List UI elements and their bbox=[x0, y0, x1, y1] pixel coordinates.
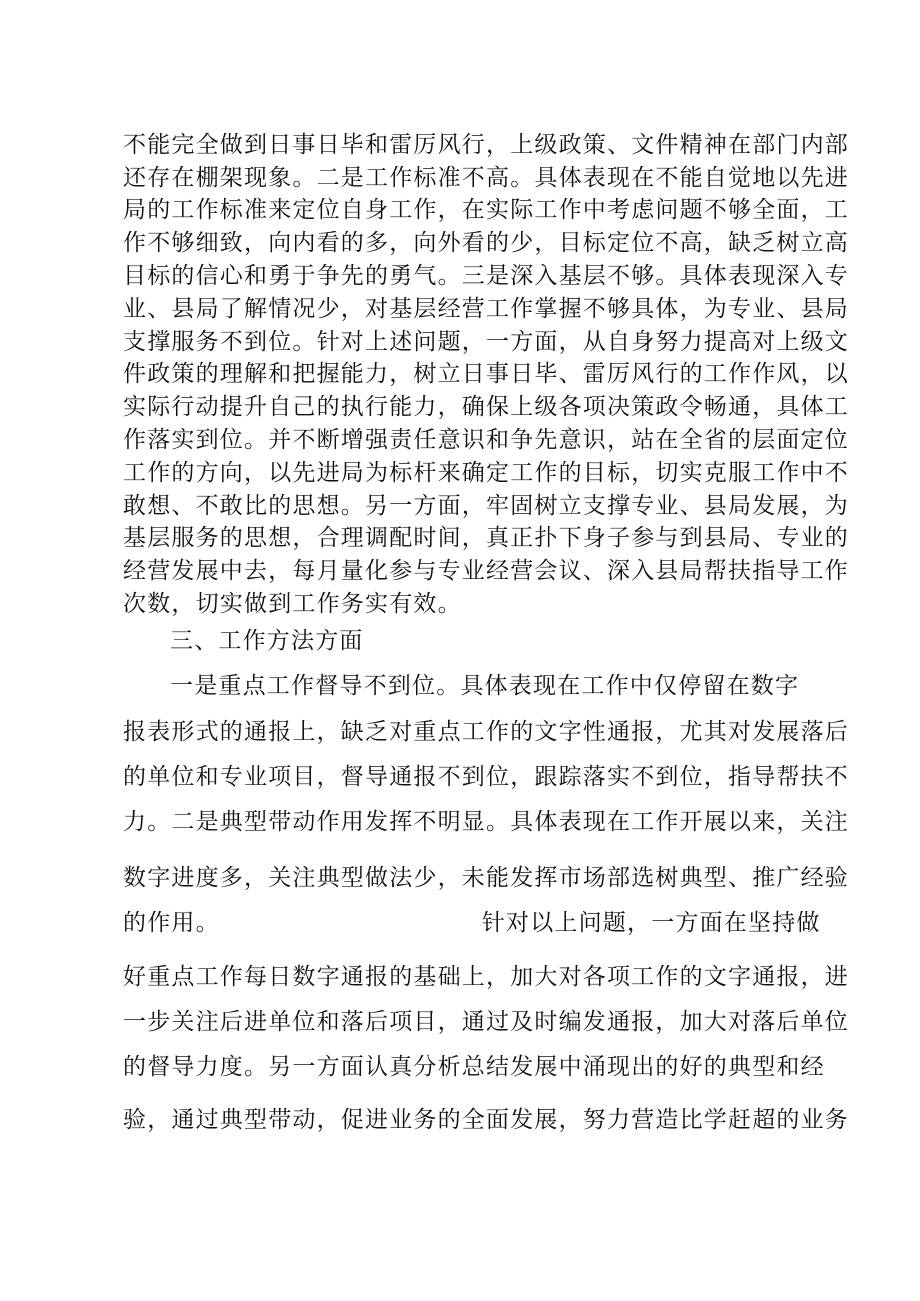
text-line: 目标的信心和勇于争先的勇气。三是深入基层不够。具体表现深入专 bbox=[123, 263, 849, 289]
text-line: 的单位和专业项目，督导通报不到位，跟踪落实不到位，指导帮扶不 bbox=[123, 764, 849, 790]
text-segment: 的作用。 bbox=[123, 910, 220, 936]
text-line: 一步关注后进单位和落后项目，通过及时编发通报，加大对落后单位 bbox=[123, 1009, 849, 1035]
text-line: 次数，切实做到工作务实有效。 bbox=[123, 591, 462, 617]
text-line: 报表形式的通报上，缺乏对重点工作的文字性通报，尤其对发展落后 bbox=[123, 719, 849, 745]
text-line: 作落实到位。并不断增强责任意识和争先意识，站在全省的层面定位 bbox=[123, 427, 849, 453]
text-line: 件政策的理解和把握能力，树立日事日毕、雷厉风行的工作作风，以 bbox=[123, 361, 849, 387]
text-line: 实际行动提升自己的执行能力，确保上级各项决策政令畅通，具体工 bbox=[123, 394, 849, 420]
text-line: 敢想、不敢比的思想。另一方面，牢固树立支撑专业、县局发展，为 bbox=[123, 493, 849, 519]
text-line bbox=[123, 908, 821, 938]
text-line: 工作的方向，以先进局为标杆来确定工作的目标，切实克服工作中不 bbox=[123, 460, 849, 486]
text-line: 局的工作标准来定位自身工作，在实际工作中考虑问题不够全面，工 bbox=[123, 197, 849, 223]
text-line: 经营发展中去，每月量化参与专业经营会议、深入县局帮扶指导工作 bbox=[123, 558, 849, 584]
text-line: 一是重点工作督导不到位。具体表现在工作中仅停留在数字 bbox=[170, 673, 800, 699]
text-line: 的督导力度。另一方面认真分析总结发展中涌现出的好的典型和经 bbox=[123, 1054, 825, 1080]
text-line: 不能完全做到日事日毕和雷厉风行，上级政策、文件精神在部门内部 bbox=[123, 132, 849, 158]
text-line: 验，通过典型带动，促进业务的全面发展，努力营造比学赶超的业务 bbox=[123, 1107, 849, 1133]
text-line: 力。二是典型带动作用发挥不明显。具体表现在工作开展以来，关注 bbox=[123, 809, 849, 835]
section-heading: 三、工作方法方面 bbox=[170, 628, 364, 654]
text-line: 好重点工作每日数字通报的基础上，加大对各项工作的文字通报，进 bbox=[123, 964, 849, 990]
text-line: 数字进度多，关注典型做法少，未能发挥市场部选树典型、推广经验 bbox=[123, 865, 849, 891]
text-line: 基层服务的思想，合理调配时间，真正扑下身子参与到县局、专业的 bbox=[123, 525, 849, 551]
text-segment: 针对以上问题，一方面在坚持做 bbox=[481, 910, 821, 936]
text-line: 作不够细致，向内看的多，向外看的少，目标定位不高，缺乏树立高 bbox=[123, 230, 849, 256]
text-line: 支撑服务不到位。针对上述问题，一方面，从自身努力提高对上级文 bbox=[123, 329, 849, 355]
text-line: 业、县局了解情况少，对基层经营工作掌握不够具体，为专业、县局 bbox=[123, 296, 849, 322]
text-line: 还存在棚架现象。二是工作标准不高。具体表现在不能自觉地以先进 bbox=[123, 165, 849, 191]
